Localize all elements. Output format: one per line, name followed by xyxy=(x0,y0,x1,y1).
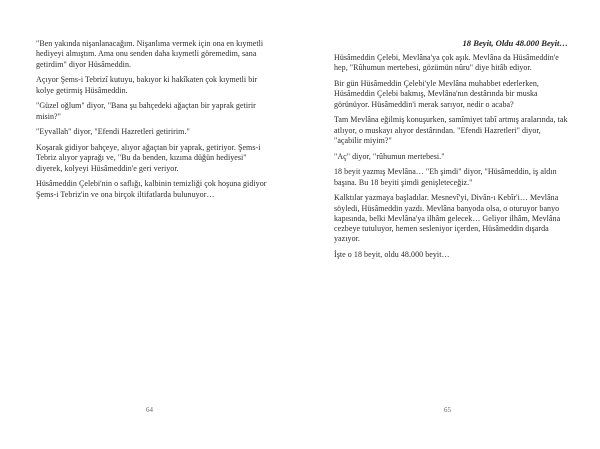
paragraph: Açıyor Şems-i Tebrizî kutuyu, bakıyor ki hakîkaten çok kıymetli bir kolye getirmiş Hüsâmeddin. xyxy=(36,75,258,95)
paragraph: "Eyvallah" diyor, "Efendi Hazretleri getiririm." xyxy=(36,127,190,137)
paragraph: Tam Mevlâna eğilmiş konuşurken, samîmiyet tabî artmış aralarında, tak atlıyor, o muskayı alıyor destârından. "Efendi Hazretleri" diyor, "açabilir miyim?" xyxy=(334,115,568,145)
paragraph: Bir gün Hüsâmeddin Çelebi'yle Mevlâna muhabbet ederlerken, Hüsâmeddin Çelebi bakmış, Mevlâna'nın destârında bir muska görünüyor. Hüsâmeddin'i merak sarıyor, nedir o acaba? xyxy=(334,78,539,109)
running-header: 18 Beyit, Oldu 48.000 Beyit… xyxy=(462,38,568,48)
right-page-body xyxy=(334,53,568,266)
paragraph: Koşarak gidiyor bahçeye, alıyor ağaçtan bir yaprak, getiriyor. Şems-i Tebriz alıyor yaprağı ve, "Bu da benden, kızıma düğün hediyesi" diyerek, kolyeyi Hüsâmeddin'e geri veriyor. xyxy=(36,142,261,173)
right-page xyxy=(300,0,600,449)
paragraph: Hüsâmeddin Çelebi, Mevlâna'ya çok aşık. Mevlâna da Hüsâmeddin'e hep, "Rûhumun mertebesi, gözümün nûru" diye hitâb ediyor. xyxy=(334,53,559,73)
page-number: 65 xyxy=(444,406,451,414)
page-number: 64 xyxy=(146,406,153,414)
paragraph: "Aç" diyor, "rûhumun mertebesi." xyxy=(334,151,445,161)
paragraph: 18 beyit yazmış Mevlâna… "Eh şimdi" diyor, "Hüsâmeddin, iş aldın başına. Bu 18 beyiti şimdi genişleteceğiz." xyxy=(334,167,557,187)
paragraph: İşte o 18 beyit, oldu 48.000 beyit… xyxy=(334,250,450,260)
paragraph: "Ben yakında nişanlanacağım. Nişanlıma vermek için ona en kıymetli hediyeyi almıştım. Ama onu senden daha kıymetli göremedim, sana getirdim" diyor Hüsâmeddin. xyxy=(36,39,264,69)
paragraph: "Güzel oğlum" diyor, "Bana şu bahçedeki ağaçtan bir yaprak getirir misin?" xyxy=(36,101,256,121)
paragraph: Hüsâmeddin Çelebi'nin o saflığı, kalbinin temizliği çok hoşuna gidiyor Şems-i Tebriz'in ve ona birçok iltifatlarda bulunuyor… xyxy=(36,179,267,199)
paragraph: Kalktılar yazmaya başladılar. Mesnevî'yi, Divân-ı Kebîr'i… Mevlâna söyledi, Hüsâmeddin yazdı. Mevlâna banyoda olsa, o oturuyor banyo kapısında, belki Mevlâna'ya ilhâm gelecek… Geliyor ilhâm, Mevlâna cezbeye tutuluyor, hemen sesleniyor içerden, Hüsâmeddin dışarda yazıyor. xyxy=(334,193,561,244)
left-page-body xyxy=(36,39,268,205)
